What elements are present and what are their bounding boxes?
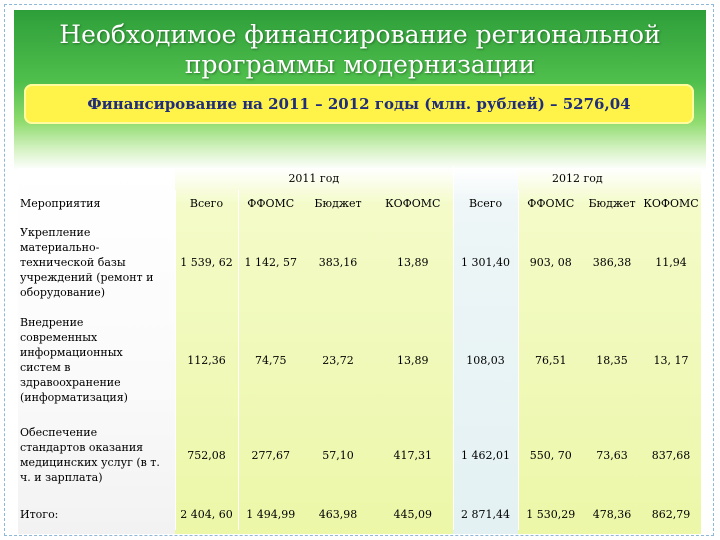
year-2012-label: 2012 год [453, 166, 701, 190]
column-header: Бюджет [314, 196, 362, 210]
table-cell: 386,38 [592, 255, 632, 269]
column-header: Всего [453, 190, 518, 216]
table-cell: 2 871,44 [453, 498, 518, 530]
funding-table-area [18, 166, 701, 536]
table-cell: 108,03 [453, 308, 518, 412]
row-label: Внедрение современных информационных систем в здравоохранение (информатизация) [20, 316, 128, 404]
table-cell: 1 494,99 [238, 498, 303, 530]
table-cell: 383,16 [318, 255, 358, 269]
year-2011-label: 2011 год [288, 171, 340, 185]
table-cell: 112,36 [175, 308, 238, 412]
column-header: ФФОМС [518, 190, 583, 216]
table-row [18, 412, 701, 498]
table-cell: 76,51 [518, 308, 583, 412]
column-header: ФФОМС [238, 190, 303, 216]
column-header: Бюджет [588, 196, 636, 210]
column-header: Всего [175, 190, 238, 216]
column-header: КОФОМС [385, 196, 441, 210]
title-line-1: Необходимое финансирование региональной [59, 20, 661, 49]
title-line-2: программы модернизации [184, 50, 536, 79]
column-header-row [18, 190, 701, 216]
table-cell: 57,10 [322, 448, 354, 462]
table-cell: 1 462,01 [453, 412, 518, 498]
table-cell: 11,94 [655, 255, 687, 269]
table-cell: 463,98 [318, 507, 358, 521]
funding-table [18, 166, 701, 530]
column-header: КОФОМС [643, 196, 699, 210]
column-header-activities: Мероприятия [20, 196, 101, 210]
table-cell: 1 530,29 [518, 498, 583, 530]
table-cell: 1 142, 57 [238, 216, 303, 308]
table-cell: 417,31 [393, 448, 433, 462]
table-cell: 445,09 [393, 507, 433, 521]
table-cell: 1 301,40 [453, 216, 518, 308]
year-header-row [18, 166, 701, 190]
row-label: Укрепление материально- технической базы учреждений (ремонт и оборудование) [20, 225, 154, 299]
table-cell: 13, 17 [653, 353, 689, 367]
table-cell: 862,79 [651, 507, 691, 521]
funding-banner-text: Финансирование на 2011 – 2012 годы (млн. рублей) – 5276,04 [87, 95, 631, 113]
table-cell: 13,89 [397, 255, 429, 269]
table-cell: 550, 70 [518, 412, 583, 498]
table-cell: 478,36 [592, 507, 632, 521]
page-title [14, 20, 706, 80]
total-row [18, 498, 701, 530]
table-cell: 903, 08 [518, 216, 583, 308]
table-cell: 73,63 [596, 448, 628, 462]
table-cell: 74,75 [238, 308, 303, 412]
table-cell: 13,89 [397, 353, 429, 367]
table-cell: 277,67 [238, 412, 303, 498]
table-cell: 23,72 [322, 353, 354, 367]
table-cell: 18,35 [596, 353, 628, 367]
table-cell: 837,68 [651, 448, 691, 462]
funding-banner [24, 84, 694, 124]
table-cell: 752,08 [175, 412, 238, 498]
table-cell: 2 404, 60 [175, 498, 238, 530]
total-label: Итого: [20, 507, 59, 521]
table-row [18, 308, 701, 412]
table-cell: 1 539, 62 [175, 216, 238, 308]
row-label: Обеспечение стандартов оказания медицинских услуг (в т. ч. и зарплата) [20, 426, 160, 484]
table-row [18, 216, 701, 308]
